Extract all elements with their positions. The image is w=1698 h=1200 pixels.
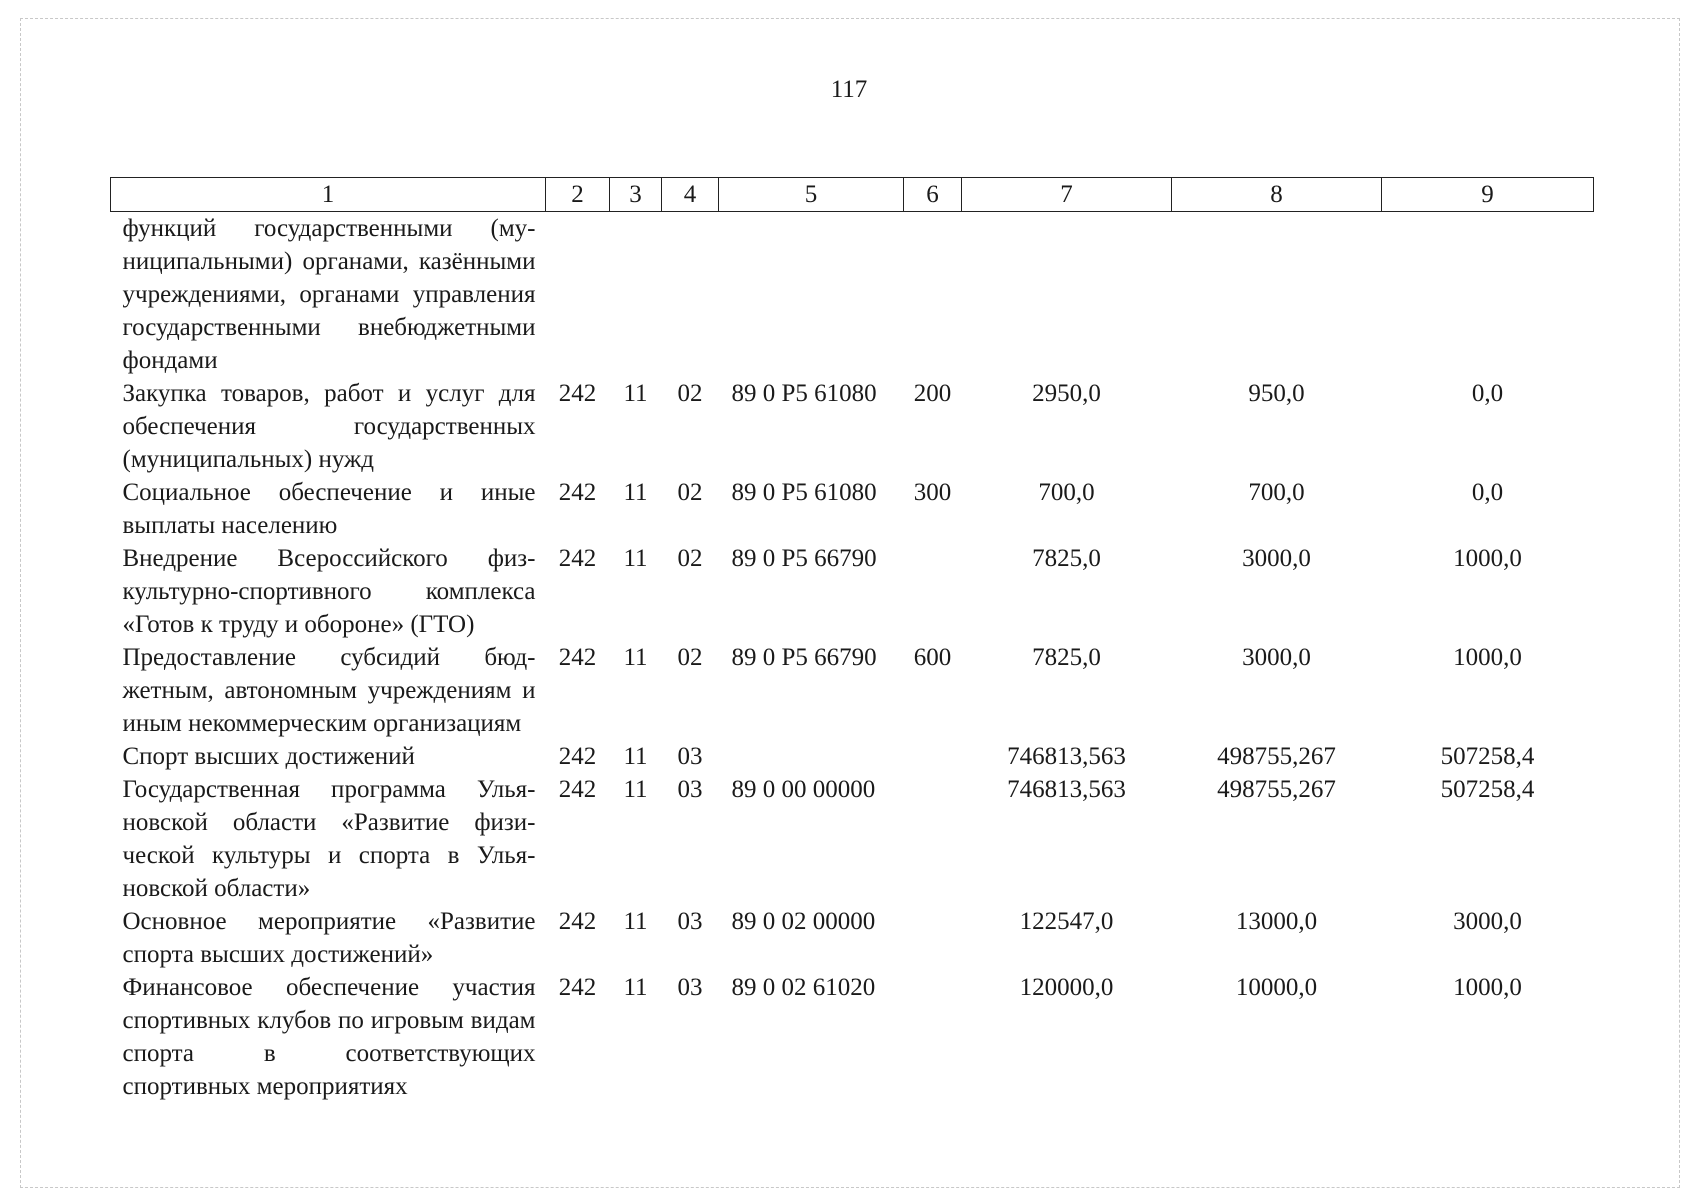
budget-table: [110, 177, 1594, 1103]
item-name-cell: Предоставление субсидий бюджетным, автономным учреждениям и иным некоммерческим организациям: [122, 644, 536, 737]
amount-col9-cell: 3000,0: [1453, 908, 1522, 935]
subsection-code-cell: 03: [677, 908, 703, 935]
target-article-cell: 89 0 02 61020: [731, 974, 876, 1001]
amount-col8-cell: 13000,0: [1235, 908, 1318, 935]
amount-col9-cell: 0,0: [1471, 479, 1504, 506]
target-article-cell: 89 0 P5 61080: [731, 479, 877, 506]
amount-col7-cell: 2950,0: [1032, 380, 1101, 407]
section-code-cell: 11: [623, 776, 648, 803]
header-row: [111, 178, 1594, 212]
amount-col9-cell: [1382, 212, 1594, 378]
item-name-cell: Финансовое обеспечение участия спортивных клубов по игровым видам спорта в соответствующих спортивных мероприятиях: [122, 974, 536, 1100]
amount-col9-cell: 1000,0: [1453, 644, 1522, 671]
item-name-cell: Основное мероприятие «Развитие спорта высших достижений»: [122, 908, 536, 968]
item-name-cell: Спорт высших достижений: [122, 743, 415, 770]
section-code-cell: 11: [623, 644, 648, 671]
expense-type-cell: [904, 212, 962, 378]
target-article-cell: 89 0 P5 66790: [731, 545, 877, 572]
ministry-code-cell: 242: [558, 644, 597, 671]
table-row: [111, 773, 1594, 905]
table-row: [111, 476, 1594, 542]
amount-col8-cell: 498755,267: [1217, 743, 1336, 770]
page-number: 117: [830, 76, 868, 103]
item-name-cell: Закупка товаров, работ и услуг для обеспечения государственных (муниципальных) нужд: [122, 380, 536, 473]
column-header: 4: [662, 178, 719, 212]
section-code-cell: 11: [623, 908, 648, 935]
column-header: 7: [962, 178, 1172, 212]
item-name-cell: функций государственными (муниципальными) органами, казёнными учреждениями, органами управления государственными внебюджетными фондами: [122, 215, 536, 374]
amount-col9-cell: 0,0: [1471, 380, 1504, 407]
subsection-code-cell: 02: [677, 644, 703, 671]
subsection-code-cell: 03: [677, 974, 703, 1001]
ministry-code-cell: 242: [558, 776, 597, 803]
expense-type-cell: 200: [913, 380, 952, 407]
table-header: [111, 178, 1594, 212]
table-row: [111, 542, 1594, 641]
amount-col7-cell: 7825,0: [1032, 644, 1101, 671]
table-body: [111, 212, 1594, 1104]
table-row: [111, 212, 1594, 378]
table-row: [111, 740, 1594, 773]
amount-col7-cell: 7825,0: [1032, 545, 1101, 572]
amount-col7-cell: 746813,563: [1007, 776, 1126, 803]
expense-type-cell: [904, 905, 962, 971]
target-article-cell: 89 0 00 00000: [731, 776, 876, 803]
ministry-code-cell: 242: [558, 743, 597, 770]
target-article-cell: 89 0 P5 66790: [731, 644, 877, 671]
amount-col7-cell: 700,0: [1038, 479, 1095, 506]
amount-col7-cell: 120000,0: [1019, 974, 1114, 1001]
section-code-cell: 11: [623, 545, 648, 572]
ministry-code-cell: 242: [558, 545, 597, 572]
expense-type-cell: [904, 740, 962, 773]
table-row: [111, 641, 1594, 740]
expense-type-cell: [904, 773, 962, 905]
section-code-cell: 11: [623, 974, 648, 1001]
subsection-code-cell: 02: [677, 479, 703, 506]
table-row: [111, 905, 1594, 971]
column-header: 9: [1382, 178, 1594, 212]
subsection-code-cell: 03: [677, 776, 703, 803]
amount-col8-cell: 950,0: [1248, 380, 1305, 407]
expense-type-cell: [904, 542, 962, 641]
item-name-cell: Социальное обеспечение и иные выплаты населению: [122, 479, 536, 539]
item-name-cell: Государственная программа Ульяновской области «Развитие физической культуры и спорта в Ульяновской области»: [122, 776, 536, 902]
amount-col8-cell: 498755,267: [1217, 776, 1336, 803]
amount-col8-cell: 3000,0: [1242, 545, 1311, 572]
column-header: 3: [610, 178, 662, 212]
column-header: 6: [904, 178, 962, 212]
column-header: 5: [719, 178, 904, 212]
amount-col9-cell: 1000,0: [1453, 545, 1522, 572]
amount-col7-cell: 122547,0: [1019, 908, 1114, 935]
ministry-code-cell: 242: [558, 908, 597, 935]
subsection-code-cell: 02: [677, 380, 703, 407]
column-header: 1: [111, 178, 546, 212]
target-article-cell: 89 0 02 00000: [731, 908, 876, 935]
column-header: 2: [546, 178, 610, 212]
amount-col9-cell: 507258,4: [1440, 743, 1535, 770]
expense-type-cell: 600: [913, 644, 952, 671]
amount-col7-cell: 746813,563: [1007, 743, 1126, 770]
subsection-code-cell: 03: [677, 743, 703, 770]
section-code-cell: 11: [623, 479, 648, 506]
amount-col8-cell: 10000,0: [1235, 974, 1318, 1001]
ministry-code-cell: 242: [558, 479, 597, 506]
ministry-code-cell: [546, 212, 610, 378]
table-row: [111, 377, 1594, 476]
section-code-cell: 11: [623, 743, 648, 770]
subsection-code-cell: [662, 212, 719, 378]
amount-col8-cell: [1172, 212, 1382, 378]
expense-type-cell: 300: [913, 479, 952, 506]
section-code-cell: [610, 212, 662, 378]
item-name-cell: Внедрение Всероссийского физкультурно-спортивного комплекса «Готов к труду и обороне» (ГТО): [122, 545, 536, 638]
section-code-cell: 11: [623, 380, 648, 407]
table-row: [111, 971, 1594, 1103]
ministry-code-cell: 242: [558, 380, 597, 407]
amount-col8-cell: 700,0: [1248, 479, 1305, 506]
amount-col9-cell: 1000,0: [1453, 974, 1522, 1001]
expense-type-cell: [904, 971, 962, 1103]
target-article-cell: [719, 212, 904, 378]
amount-col9-cell: 507258,4: [1440, 776, 1535, 803]
amount-col7-cell: [962, 212, 1172, 378]
amount-col8-cell: 3000,0: [1242, 644, 1311, 671]
target-article-cell: 89 0 P5 61080: [731, 380, 877, 407]
column-header: 8: [1172, 178, 1382, 212]
ministry-code-cell: 242: [558, 974, 597, 1001]
target-article-cell: [719, 740, 904, 773]
subsection-code-cell: 02: [677, 545, 703, 572]
